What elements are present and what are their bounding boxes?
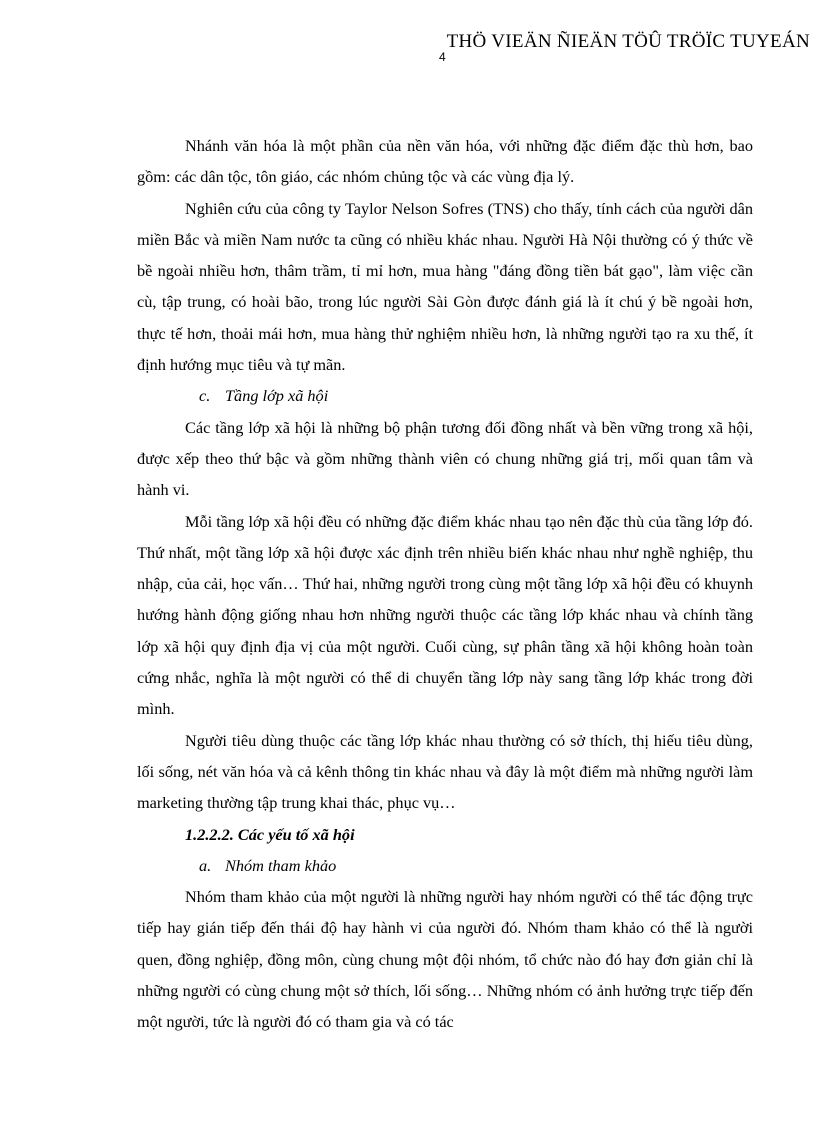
paragraph-reference-group: Nhóm tham khảo của một người là những người hay nhóm người có thể tác động trực tiếp hay gián tiếp đến thái độ hay hành vi của người đó. Nhóm tham khảo có thể là người quen, đồng nghiệp, đồng môn, cùng chung một đội nhóm, tổ chức nào đó hay đơn giản chỉ là những người có cùng chung một sở thích, lối sống… Những nhóm có ảnh hưởng trực tiếp đến một người, tức là người đó có tham gia và có tác bbox=[137, 887, 753, 1032]
item-heading-reference-group bbox=[137, 850, 753, 881]
paragraph-subculture: Nhánh văn hóa là một phần của nền văn hóa, với những đặc điểm đặc thù hơn, bao gồm: các dân tộc, tôn giáo, các nhóm chủng tộc và các vùng địa lý. bbox=[137, 136, 753, 187]
document-body bbox=[137, 130, 753, 1038]
item-label: c. bbox=[199, 386, 211, 406]
item-heading-social-class bbox=[137, 380, 753, 411]
paragraph-social-class-traits: Mỗi tầng lớp xã hội đều có những đặc điểm khác nhau tạo nên đặc thù của tầng lớp đó. Thứ nhất, một tầng lớp xã hội được xác định trên nhiều biến khác nhau như nghề nghiệp, thu nhập, của cải, học vấn… Thứ hai, những người trong cùng một tầng lớp xã hội đều có khuynh hướng hành động giống nhau hơn những người thuộc các tầng lớp khác nhau và chính tầng lớp xã hội quy định địa vị của một người. Cuối cùng, sự phân tầng xã hội không hoàn toàn cứng nhắc, nghĩa là một người có thể di chuyển tầng lớp này sang tầng lớp khác trong đời mình. bbox=[137, 511, 753, 719]
section-heading: 1.2.2.2. Các yếu tố xã hội bbox=[185, 824, 355, 844]
paragraph-social-class-definition: Các tầng lớp xã hội là những bộ phận tương đối đồng nhất và bền vững trong xã hội, được xếp theo thứ bậc và gồm những thành viên có chung những giá trị, mối quan tâm và hành vi. bbox=[137, 417, 753, 500]
page-number: 4 bbox=[439, 50, 446, 64]
site-header-title: THÖ VIEÄN ÑIEÄN TÖÛ TRÖÏC TUYEÁN bbox=[446, 31, 810, 52]
item-label: a. bbox=[199, 855, 212, 875]
item-title: Tầng lớp xã hội bbox=[225, 386, 329, 406]
paragraph-tns-research: Nghiên cứu của công ty Taylor Nelson Sofres (TNS) cho thấy, tính cách của người dân miền Bắc và miền Nam nước ta cũng có nhiều khác nhau. Người Hà Nội thường có ý thức về bề ngoài nhiều hơn, thâm trầm, tỉ mỉ hơn, mua hàng "đáng đồng tiền bát gạo", làm việc cần cù, tập trung, có hoài bão, trong lúc người Sài Gòn được đánh giá là ít chú ý bề ngoài hơn, thực tế hơn, thoải mái hơn, mua hàng thử nghiệm nhiều hơn, là những người tạo ra xu thế, ít định hướng mục tiêu và tự mãn. bbox=[137, 198, 753, 375]
item-title: Nhóm tham khảo bbox=[225, 855, 337, 875]
paragraph-consumers: Người tiêu dùng thuộc các tầng lớp khác nhau thường có sở thích, thị hiếu tiêu dùng, lối sống, nét văn hóa và cả kênh thông tin khác nhau và đây là một điểm mà những người làm marketing thường tập trung khai thác, phục vụ… bbox=[137, 730, 753, 813]
